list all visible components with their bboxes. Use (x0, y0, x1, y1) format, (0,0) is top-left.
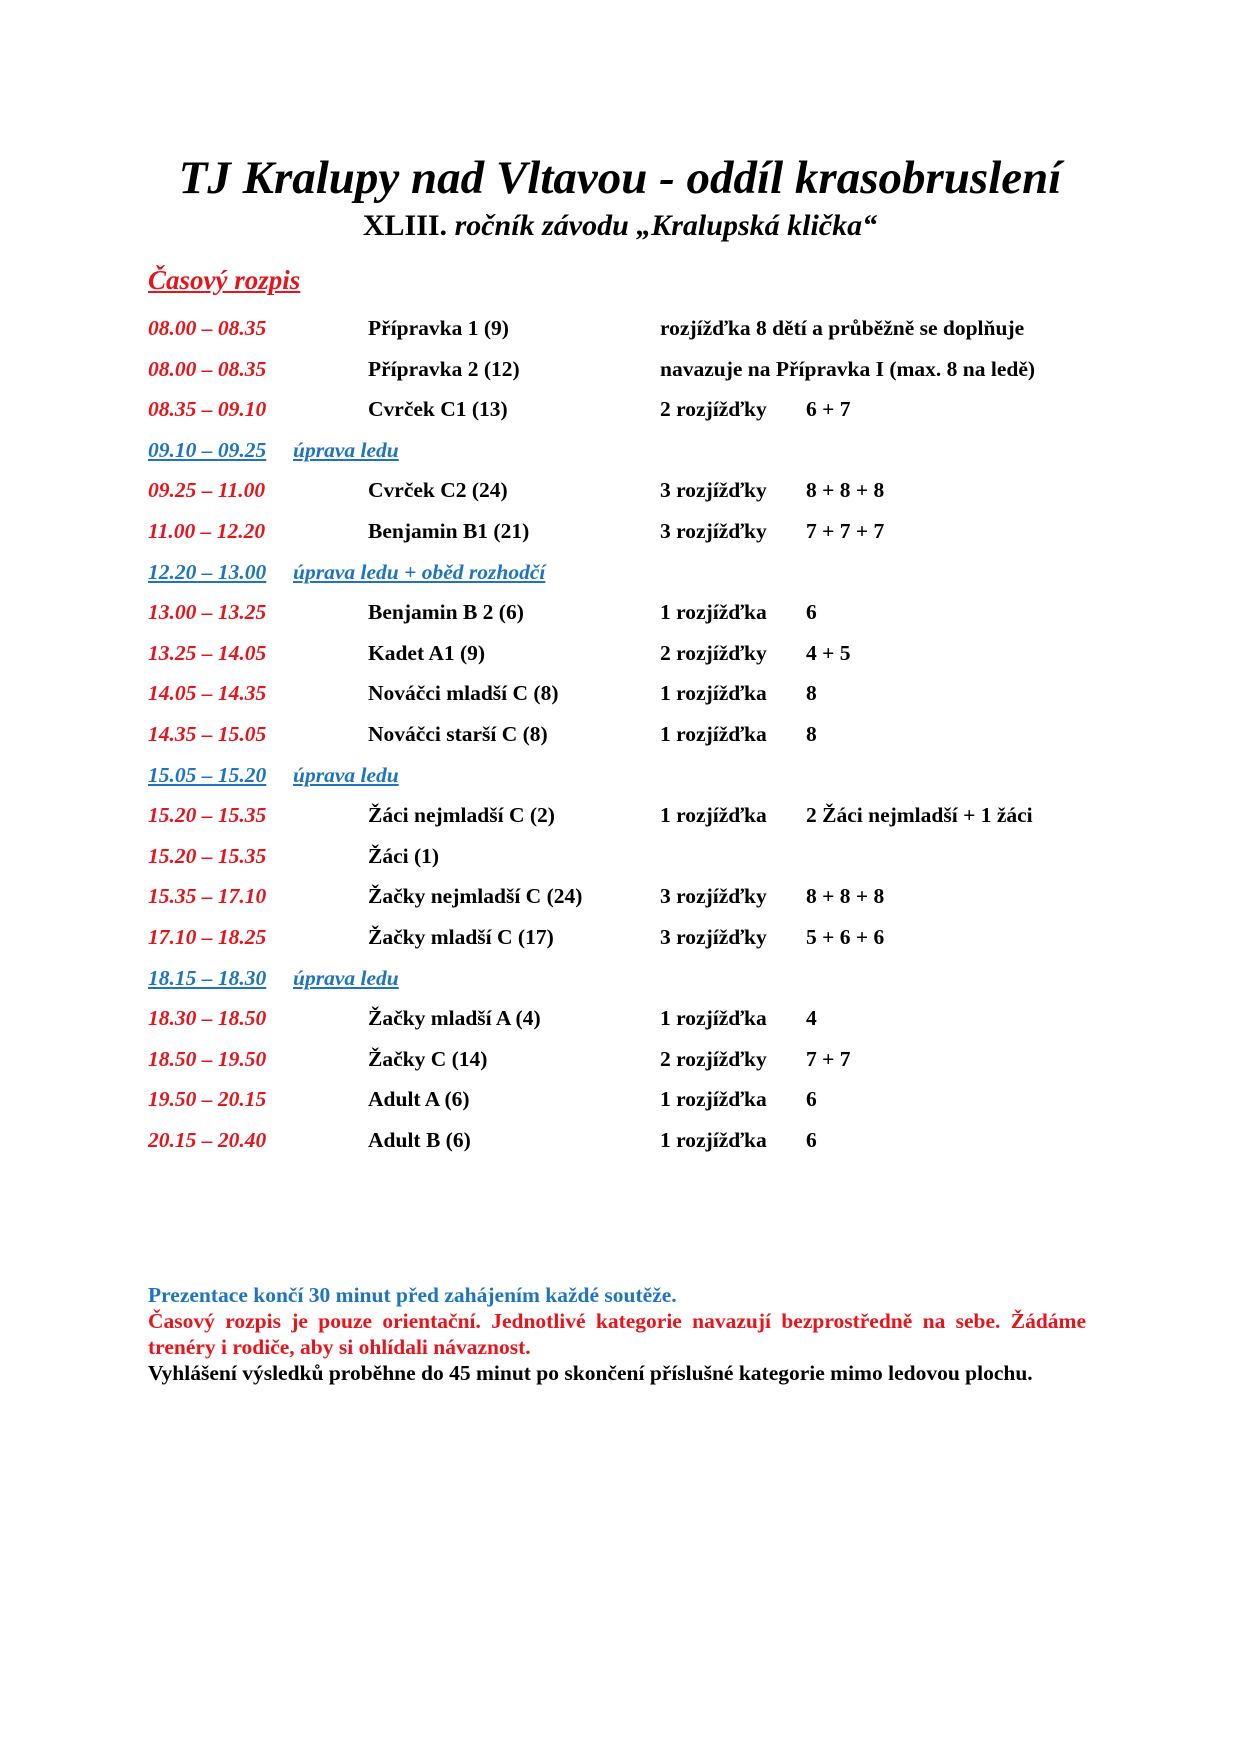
schedule-time: 20.15 – 20.40 (148, 1128, 267, 1152)
page-subtitle (0, 206, 1240, 246)
schedule-count: 6 (806, 1087, 817, 1112)
schedule-row (0, 919, 1240, 965)
schedule-count: 6 (806, 600, 817, 625)
schedule-time: 14.35 – 15.05 (148, 722, 267, 746)
schedule-count: 6 + 7 (806, 397, 851, 422)
schedule-time: 14.05 – 14.35 (148, 681, 267, 706)
schedule-break-row (0, 432, 1240, 478)
schedule-note: 3 rozjížďky (660, 478, 767, 503)
schedule-note: 1 rozjížďka (660, 1006, 767, 1031)
schedule-time: 08.35 – 09.10 (148, 397, 267, 422)
schedule-category: Žačky nejmladší C (24) (368, 884, 583, 909)
schedule-category: Adult B (6) (368, 1128, 471, 1152)
schedule-note: 2 rozjížďky (660, 1046, 767, 1071)
schedule-count: 4 + 5 (806, 640, 851, 665)
schedule-note: 2 rozjížďky (660, 397, 767, 422)
schedule-row (0, 878, 1240, 924)
schedule-time: 09.10 – 09.25 (148, 437, 267, 462)
schedule-note: 1 rozjížďka (660, 681, 767, 706)
schedule-break-text: úprava ledu (293, 437, 399, 462)
schedule-row (0, 513, 1240, 559)
schedule-time: 15.35 – 17.10 (148, 884, 267, 909)
schedule-count: 2 Žáci nejmladší + 1 žáci (806, 803, 1033, 828)
schedule-note: 1 rozjížďka (660, 722, 767, 746)
footer-notes (148, 1282, 1086, 1386)
schedule-category: Žáci nejmladší C (2) (368, 803, 555, 828)
schedule-note: 3 rozjížďky (660, 925, 767, 949)
schedule-note: navazuje na Přípravka I (max. 8 na ledě) (660, 356, 1036, 381)
schedule-category: Přípravka 2 (12) (368, 356, 520, 381)
schedule-category: Žačky C (14) (368, 1046, 488, 1071)
schedule-note: 1 rozjížďka (660, 803, 767, 828)
schedule-row (0, 1000, 1240, 1046)
schedule-note: 1 rozjížďka (660, 1128, 767, 1152)
schedule-category: Žačky mladší C (17) (368, 925, 554, 949)
schedule-count: 7 + 7 (806, 1046, 851, 1071)
schedule-time: 15.20 – 15.35 (148, 803, 267, 828)
schedule-count: 7 + 7 + 7 (806, 519, 885, 543)
schedule-category: Přípravka 1 (9) (368, 316, 509, 340)
schedule-category: Benjamin B1 (21) (368, 519, 530, 543)
schedule-category: Kadet A1 (9) (368, 640, 486, 665)
schedule-time: 17.10 – 18.25 (148, 925, 267, 949)
page-title: TJ Kralupy nad Vltavou - oddíl krasobruslení (178, 152, 1062, 204)
schedule-count: 8 (806, 681, 817, 706)
schedule-note: 2 rozjížďky (660, 640, 767, 665)
schedule-break-text: úprava ledu + oběd rozhodčí (293, 559, 546, 584)
schedule-count: 4 (806, 1006, 817, 1031)
schedule-row (0, 594, 1240, 640)
schedule-row (0, 635, 1240, 681)
schedule-note: 3 rozjížďky (660, 884, 767, 909)
schedule-row (0, 351, 1240, 397)
schedule-time: 11.00 – 12.20 (148, 519, 266, 543)
schedule-row (0, 838, 1240, 884)
schedule-category: Adult A (6) (368, 1087, 470, 1112)
schedule-time: 13.00 – 13.25 (148, 600, 267, 625)
subtitle-edition: XLIII. (362, 209, 448, 242)
schedule-time: 12.20 – 13.00 (148, 559, 267, 584)
schedule-count: 8 (806, 722, 817, 746)
subtitle-event-name: ročník závodu „Kralupská klička“ (454, 209, 878, 242)
section-title: Časový rozpis (148, 265, 301, 295)
schedule-row (0, 716, 1240, 762)
note-registration: Prezentace končí 30 minut před zahájením každé soutěže. (148, 1283, 677, 1307)
schedule-time: 09.25 – 11.00 (148, 478, 266, 503)
schedule-row (0, 1041, 1240, 1087)
schedule-category: Žáci (1) (368, 843, 440, 868)
schedule-category: Cvrček C2 (24) (368, 478, 508, 503)
schedule-break-row (0, 554, 1240, 600)
schedule-row (0, 1081, 1240, 1127)
schedule-row (0, 472, 1240, 518)
schedule-time: 18.15 – 18.30 (148, 965, 267, 990)
schedule-time: 13.25 – 14.05 (148, 640, 267, 665)
schedule-time: 15.20 – 15.35 (148, 843, 267, 868)
schedule-note: 1 rozjížďka (660, 600, 767, 625)
schedule-note: rozjížďka 8 dětí a průběžně se doplňuje (660, 316, 1025, 340)
schedule-count: 5 + 6 + 6 (806, 925, 885, 949)
schedule-row (0, 1122, 1240, 1168)
schedule-note: 3 rozjížďky (660, 519, 767, 543)
schedule-category: Benjamin B 2 (6) (368, 600, 524, 625)
schedule-break-row (0, 960, 1240, 1006)
schedule-category: Nováčci starší C (8) (368, 722, 548, 746)
schedule-category: Cvrček C1 (13) (368, 397, 508, 422)
schedule-break-row (0, 757, 1240, 803)
schedule-note: 1 rozjížďka (660, 1087, 767, 1112)
schedule-time: 08.00 – 08.35 (148, 356, 267, 381)
schedule-count: 8 + 8 + 8 (806, 884, 885, 909)
schedule-time: 19.50 – 20.15 (148, 1087, 267, 1112)
schedule-row (0, 675, 1240, 721)
schedule-category: Žačky mladší A (4) (368, 1006, 541, 1031)
schedule-time: 08.00 – 08.35 (148, 316, 267, 340)
schedule-count: 6 (806, 1128, 817, 1152)
schedule-count: 8 + 8 + 8 (806, 478, 885, 503)
schedule-row (0, 391, 1240, 437)
schedule-time: 15.05 – 15.20 (148, 762, 267, 787)
schedule-time: 18.50 – 19.50 (148, 1046, 267, 1071)
note-results: Vyhlášení výsledků proběhne do 45 minut po skončení příslušné kategorie mimo ledovou plochu. (148, 1361, 1033, 1385)
note-schedule-disclaimer: Časový rozpis je pouze orientační. Jednotlivé kategorie navazují bezprostředně na sebe. Žádáme trenéry i rodiče, aby si ohlídali návaznost. (148, 1309, 1086, 1359)
schedule-category: Nováčci mladší C (8) (368, 681, 559, 706)
schedule-break-text: úprava ledu (293, 762, 399, 787)
schedule-time: 18.30 – 18.50 (148, 1006, 267, 1031)
schedule-row (0, 797, 1240, 843)
schedule-row (0, 310, 1240, 356)
schedule-break-text: úprava ledu (293, 965, 399, 990)
